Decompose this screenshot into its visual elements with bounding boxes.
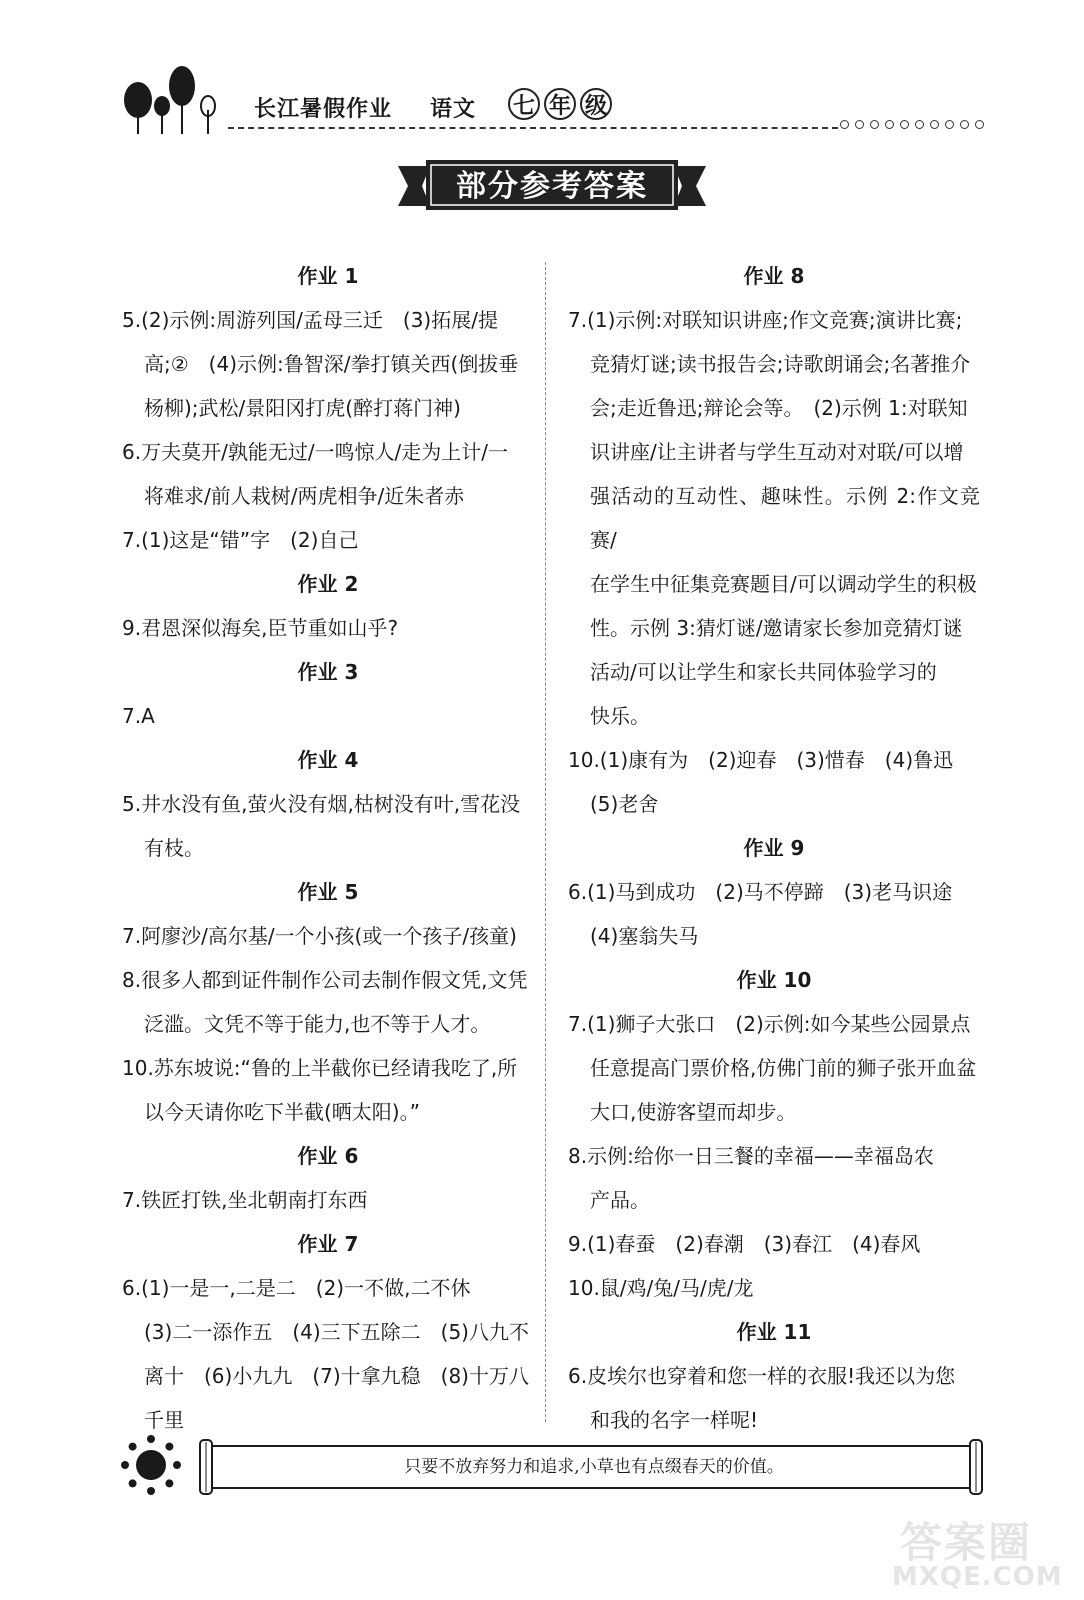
answers-left-column	[122, 254, 534, 1442]
answer-line: 任意提高门票价格,仿佛门前的狮子张开血盆	[590, 1056, 977, 1080]
answer-line: 7.(1)这是“错”字 (2)自己	[122, 528, 359, 552]
answer-line: 有枝。	[144, 836, 204, 860]
answer-line: 8.很多人都到证件制作公司去制作假文凭,文凭	[122, 968, 528, 992]
answer-line: 和我的名字一样呢!	[590, 1408, 759, 1432]
assignment-title: 作业 11	[736, 1320, 812, 1344]
answer-line: 大口,使游客望而却步。	[590, 1100, 797, 1124]
answer-line: 将难求/前人栽树/两虎相争/近朱者赤	[144, 484, 465, 508]
answer-line: 性。示例 3:猜灯谜/邀请家长参加竞猜灯谜	[590, 616, 963, 640]
answer-line: 高;② (4)示例:鲁智深/拳打镇关西(倒拔垂	[144, 352, 519, 376]
answer-line: 7.铁匠打铁,坐北朝南打东西	[122, 1188, 368, 1212]
answer-line: 泛滥。文凭不等于能力,也不等于人才。	[144, 1012, 491, 1036]
assignment-title: 作业 6	[297, 1144, 359, 1168]
assignment-title: 作业 9	[743, 836, 805, 860]
answer-line: 以今天请你吃下半截(晒太阳)。”	[144, 1100, 420, 1124]
watermark-logo	[880, 1510, 1076, 1600]
sun-icon	[118, 1432, 184, 1498]
answer-line: 5.井水没有鱼,萤火没有烟,枯树没有叶,雪花没	[122, 792, 521, 816]
grade-char: 级	[580, 88, 612, 120]
answer-line: 千里	[144, 1408, 184, 1432]
watermark-bottom: MXQE.COM	[892, 1562, 1063, 1592]
answer-line: 杨柳);武松/景阳冈打虎(醉打蒋门神)	[144, 396, 461, 420]
answer-line: 7.(1)狮子大张口 (2)示例:如今某些公园景点	[568, 1012, 971, 1036]
trees-icon	[120, 62, 220, 142]
answer-line: 7.阿廖沙/高尔基/一个小孩(或一个孩子/孩童)	[122, 924, 517, 948]
answer-line: 会;走近鲁迅;辩论会等。 (2)示例 1:对联知	[590, 396, 968, 420]
subject-label: 语文	[430, 97, 477, 122]
answer-line: (4)塞翁失马	[590, 924, 699, 948]
answer-line: 7.(1)示例:对联知识讲座;作文竞赛;演讲比赛;	[568, 308, 963, 332]
answer-line: 竞猜灯谜;读书报告会;诗歌朗诵会;名著推介	[590, 352, 971, 376]
header-title	[254, 92, 476, 123]
assignment-title: 作业 2	[297, 572, 359, 596]
assignment-title: 作业 8	[743, 264, 805, 288]
column-divider	[545, 262, 546, 1422]
answer-line: 6.万夫莫开/孰能无过/一鸣惊人/走为上计/一	[122, 440, 509, 464]
assignment-title: 作业 5	[297, 880, 359, 904]
answer-line: 在学生中征集竞赛题目/可以调动学生的积极	[590, 572, 977, 596]
answer-line: 识讲座/让主讲者与学生互动对对联/可以增	[590, 440, 964, 464]
answer-line: 9.君恩深似海矣,臣节重如山乎?	[122, 616, 399, 640]
answer-line: 10.(1)康有为 (2)迎春 (3)惜春 (4)鲁迅	[568, 748, 954, 772]
answer-line: 6.(1)马到成功 (2)马不停蹄 (3)老马识途	[568, 880, 953, 904]
answer-line: 6.皮埃尔也穿着和您一样的衣服!我还以为您	[568, 1364, 956, 1388]
answer-line: 7.A	[122, 704, 155, 728]
answer-line: (5)老舍	[590, 792, 659, 816]
header-dashed-line	[228, 127, 838, 129]
banner-title: 部分参考答案	[456, 169, 648, 204]
assignment-title: 作业 1	[297, 264, 359, 288]
answer-line: 10.苏东坡说:“鲁的上半截你已经请我吃了,所	[122, 1056, 518, 1080]
assignment-title: 作业 3	[297, 660, 359, 684]
assignment-title: 作业 7	[297, 1232, 359, 1256]
grade-badges	[508, 88, 612, 120]
answer-line: 6.(1)一是一,二是二 (2)一不做,二不休	[122, 1276, 471, 1300]
answer-line: 强活动的互动性、趣味性。示例 2:作文竞赛/	[590, 484, 980, 552]
footer-motto: 只要不放弃努力和追求,小草也有点缀春天的价值。	[404, 1457, 784, 1477]
answers-right-column	[568, 254, 980, 1442]
answer-line: (3)二一添作五 (4)三下五除二 (5)八九不	[144, 1320, 529, 1344]
watermark-top: 答案圈	[900, 1518, 1033, 1567]
grade-char: 年	[544, 88, 576, 120]
answer-line: 快乐。	[590, 704, 650, 728]
grade-char: 七	[508, 88, 540, 120]
book-title: 长江暑假作业	[254, 97, 393, 122]
answer-line: 活动/可以让学生和家长共同体验学习的	[590, 660, 937, 684]
header-dots	[840, 120, 984, 129]
answer-line: 10.鼠/鸡/兔/马/虎/龙	[568, 1276, 754, 1300]
answer-line: 离十 (6)小九九 (7)十拿九稳 (8)十万八	[144, 1364, 529, 1388]
answer-line: 9.(1)春蚕 (2)春潮 (3)春江 (4)春风	[568, 1232, 921, 1256]
answer-line: 8.示例:给你一日三餐的幸福——幸福岛农	[568, 1144, 934, 1168]
answer-line: 5.(2)示例:周游列国/孟母三迁 (3)拓展/提	[122, 308, 498, 332]
page-header	[0, 0, 1084, 150]
assignment-title: 作业 10	[736, 968, 812, 992]
assignment-title: 作业 4	[297, 748, 359, 772]
answer-line: 产品。	[590, 1188, 650, 1212]
